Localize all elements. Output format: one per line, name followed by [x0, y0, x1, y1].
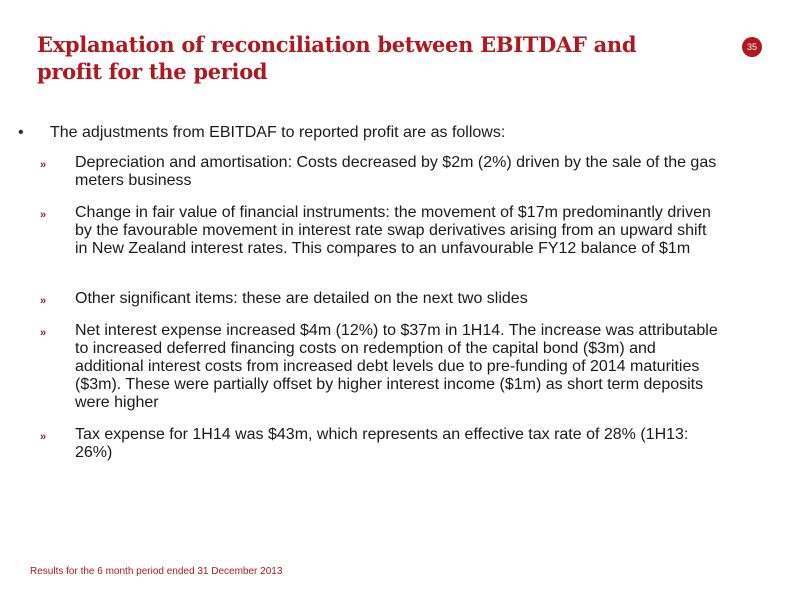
sub-item-text: Change in fair value of financial instruments: the movement of $17m predominantly driven by the favourable movement in interest rate swap derivatives arising from an upward shift in New Zealand interest rates. This compares to an unfavourable FY12 balance of $1m [75, 204, 711, 257]
sub-item-text: Depreciation and amortisation: Costs decreased by $2m (2%) driven by the sale of the gas meters business [75, 154, 717, 189]
slide-title: Explanation of reconciliation between EBITDAF and profit for the period [37, 32, 637, 84]
page-number-badge: 35 [742, 37, 762, 57]
chevron-bullet-icon: » [40, 327, 47, 339]
chevron-bullet-icon: » [40, 159, 47, 171]
chevron-bullet-icon: » [40, 209, 47, 221]
chevron-bullet-icon: » [40, 431, 47, 443]
sub-item-text: Other significant items: these are detailed on the next two slides [75, 290, 528, 307]
chevron-bullet-icon: » [40, 295, 47, 307]
sub-item-text: Net interest expense increased $4m (12%) to $37m in 1H14. The increase was attributable to increased deferred financing costs on redemption of the capital bond ($3m) and additional interest costs from increased debt levels due to pre-funding of 2014 maturities ($3m). These were partially offset by higher interest income ($1m) as short term deposits were higher [75, 322, 718, 411]
sub-item-text: Tax expense for 1H14 was $43m, which represents an effective tax rate of 28% (1H13: 26%) [75, 426, 689, 461]
bullet-dot-icon: • [18, 124, 24, 141]
slide-footer: Results for the 6 month period ended 31 December 2013 [30, 566, 283, 577]
main-bullet-text: The adjustments from EBITDAF to reported profit are as follows: [50, 124, 506, 141]
